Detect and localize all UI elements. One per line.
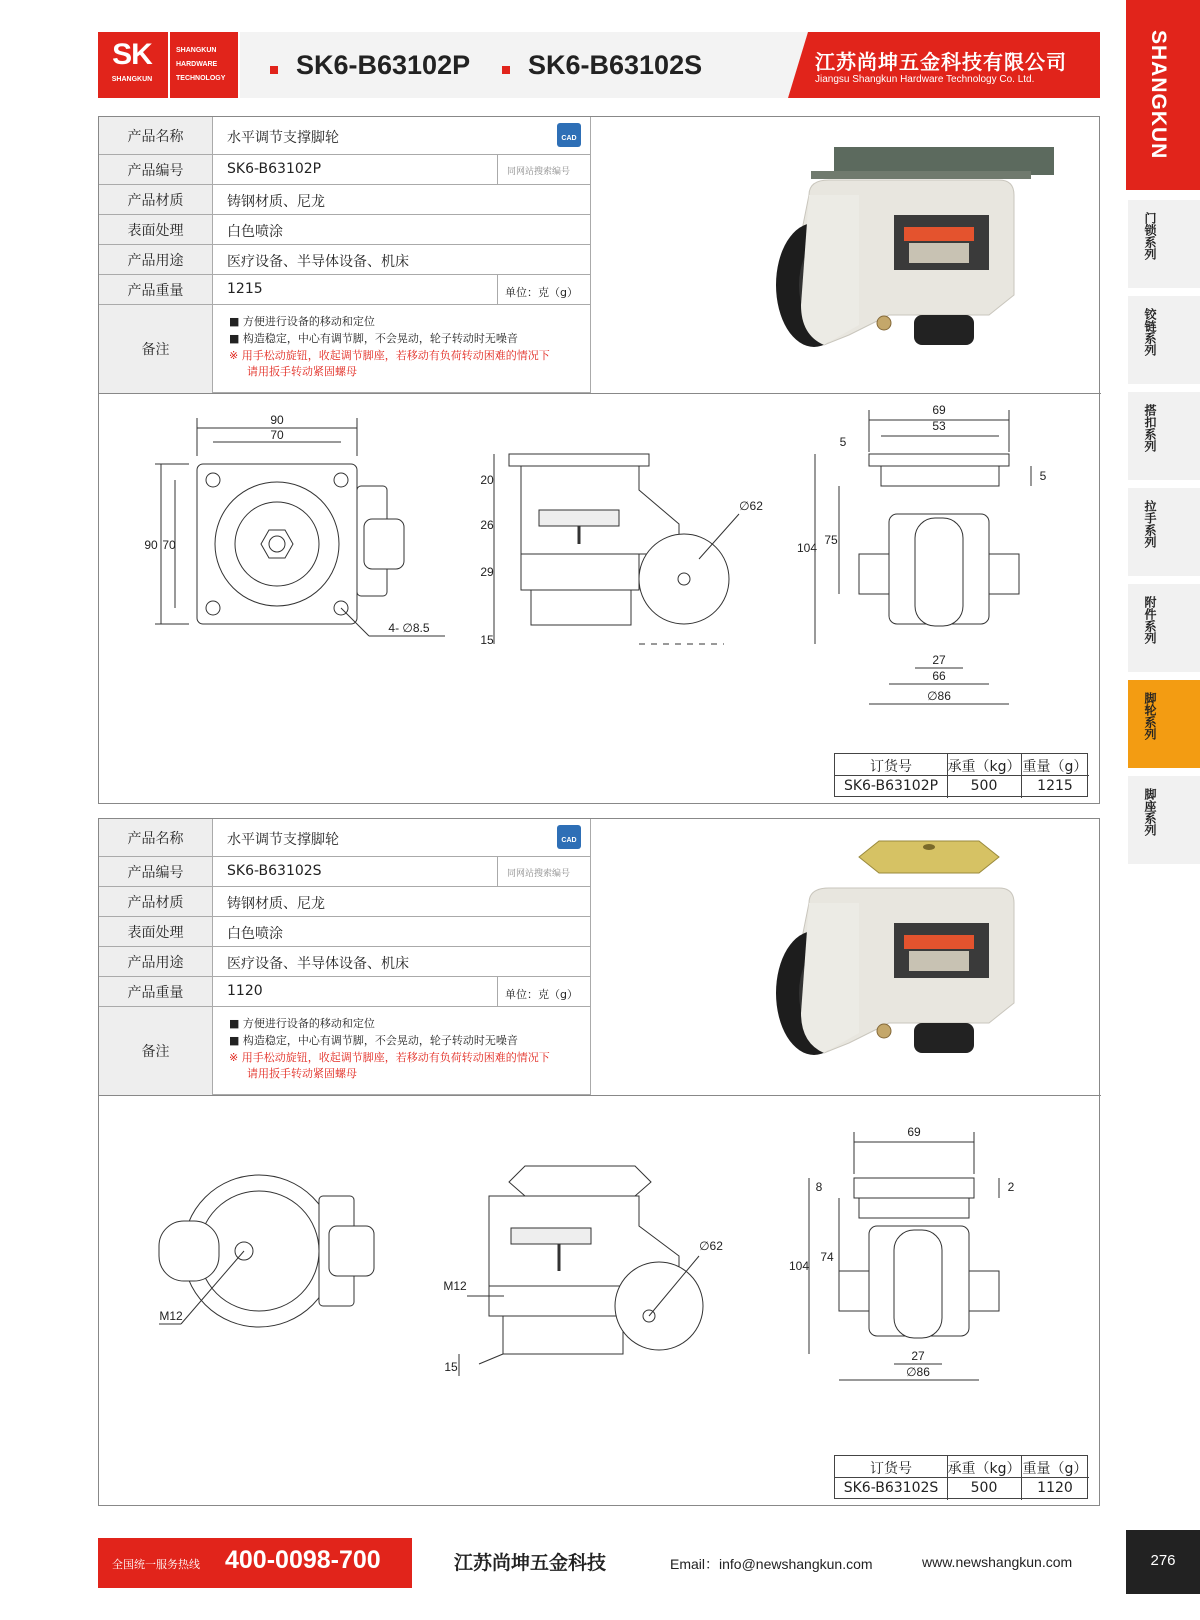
order-header: 承重（kg） bbox=[947, 759, 1021, 775]
spec-value: 医疗设备、半导体设备、机床 bbox=[227, 956, 409, 972]
spec-row-code bbox=[99, 857, 590, 887]
adjust-knob bbox=[904, 935, 974, 949]
dim-label: 70 bbox=[270, 428, 284, 442]
remark-text: ■ 构造稳定，中心有调节脚，不会晃动，轮子转动时无噪音 bbox=[229, 332, 518, 345]
warning-text: 请用扳手转动紧固螺母 bbox=[247, 1067, 357, 1080]
sidebar-tab-locks[interactable] bbox=[1128, 200, 1200, 288]
sidebar-tab-accessories[interactable] bbox=[1128, 584, 1200, 672]
spec-key: 产品用途 bbox=[99, 245, 213, 274]
dim-label: 27 bbox=[932, 653, 946, 667]
sidebar-tab-casters[interactable] bbox=[1128, 680, 1200, 768]
dim-label: 90 bbox=[144, 538, 158, 552]
logo-line: HARDWARE bbox=[176, 61, 218, 68]
order-cell: SK6-B63102P bbox=[843, 778, 939, 794]
order-header: 重量（g） bbox=[1022, 1461, 1088, 1477]
dim-label: 2 bbox=[1007, 1180, 1015, 1194]
bullet-icon bbox=[502, 66, 510, 74]
spec-note: 同网站搜索编号 bbox=[507, 869, 571, 879]
logo-divider bbox=[168, 32, 170, 98]
dim-label: 104 bbox=[796, 541, 818, 555]
logo-line: TECHNOLOGY bbox=[176, 75, 226, 82]
sidebar-tab-label: 铰链系列 bbox=[1143, 308, 1157, 356]
remark-text: ■ 方便进行设备的移动和定位 bbox=[229, 315, 375, 328]
spec-key: 产品名称 bbox=[99, 819, 213, 856]
divider bbox=[497, 275, 498, 304]
order-cell: SK6-B63102S bbox=[843, 1480, 939, 1496]
spec-key: 备注 bbox=[99, 305, 213, 393]
spec-key: 产品材质 bbox=[99, 185, 213, 214]
footer-email[interactable]: Email：info@newshangkun.com bbox=[670, 1556, 873, 1572]
spec-key: 产品重量 bbox=[99, 275, 213, 304]
remark-text: ■ 构造稳定，中心有调节脚，不会晃动，轮子转动时无噪音 bbox=[229, 1034, 518, 1047]
sidebar-tab-label: 脚座系列 bbox=[1143, 788, 1157, 836]
spec-key: 产品材质 bbox=[99, 887, 213, 916]
order-header: 重量（g） bbox=[1022, 759, 1088, 775]
order-header: 订货号 bbox=[870, 1461, 912, 1477]
dim-label: 5 bbox=[1039, 469, 1047, 483]
cad-icon[interactable]: CAD bbox=[557, 825, 581, 849]
spec-row-use bbox=[99, 245, 590, 275]
order-header: 订货号 bbox=[870, 759, 912, 775]
dim-label: 26 bbox=[480, 518, 494, 532]
dim-label: 74 bbox=[820, 1250, 834, 1264]
spec-row-name bbox=[99, 117, 590, 155]
warning-text: 请用扳手转动紧固螺母 bbox=[247, 365, 357, 378]
order-header: 承重（kg） bbox=[947, 1461, 1021, 1477]
product-photo bbox=[699, 135, 1059, 385]
spec-key: 备注 bbox=[99, 1007, 213, 1095]
logo-line: SHANGKUN bbox=[176, 47, 217, 54]
spec-key: 产品重量 bbox=[99, 977, 213, 1006]
spec-row-surface bbox=[99, 917, 590, 947]
dim-label: 90 bbox=[270, 413, 284, 427]
sidebar-tab-label: 搭扣系列 bbox=[1143, 404, 1157, 452]
spec-value: 白色喷涂 bbox=[227, 224, 283, 240]
company-name-cn: 江苏尚坤五金科技有限公司 bbox=[815, 50, 1067, 74]
spec-value: 1120 bbox=[227, 983, 263, 999]
foot-pad bbox=[914, 315, 974, 345]
dim-label: M12 bbox=[159, 1309, 183, 1323]
dim-label: 53 bbox=[932, 419, 946, 433]
sidebar-tab-handles[interactable] bbox=[1128, 488, 1200, 576]
logo-subtext: SHANGKUN bbox=[111, 76, 153, 83]
spec-table bbox=[99, 117, 591, 393]
model-title-1: SK6-B63102P bbox=[296, 50, 471, 80]
dim-label: ∅86 bbox=[927, 689, 951, 703]
cad-icon[interactable]: CAD bbox=[557, 123, 581, 147]
brand-logo bbox=[98, 32, 238, 98]
order-table bbox=[834, 753, 1088, 797]
spec-key: 产品用途 bbox=[99, 947, 213, 976]
dim-label: ∅62 bbox=[699, 1239, 723, 1253]
dim-label: 15 bbox=[480, 633, 494, 647]
spec-key: 产品编号 bbox=[99, 155, 213, 184]
spec-row-weight bbox=[99, 977, 590, 1007]
dim-label: 69 bbox=[932, 403, 946, 417]
spec-key: 产品编号 bbox=[99, 857, 213, 886]
dim-label: 70 bbox=[162, 538, 176, 552]
spec-row-code bbox=[99, 155, 590, 185]
product-panel-1 bbox=[98, 116, 1100, 804]
hotline-label: 全国统一服务热线 bbox=[112, 1558, 200, 1571]
sidebar-tab-label: 脚轮系列 bbox=[1143, 692, 1157, 740]
technical-drawing bbox=[99, 1096, 1099, 1506]
foot-pad bbox=[914, 1023, 974, 1053]
dim-label: 15 bbox=[444, 1360, 458, 1374]
adjust-knob bbox=[904, 227, 974, 241]
spec-row-name bbox=[99, 819, 590, 857]
product-panel-2 bbox=[98, 818, 1100, 1506]
dim-label: 104 bbox=[788, 1259, 810, 1273]
dim-label: 5 bbox=[839, 435, 847, 449]
warning-text: ※ 用手松动旋钮，收起调节脚座，若移动有负荷转动困难的情况下 bbox=[229, 349, 550, 362]
spec-row-surface bbox=[99, 215, 590, 245]
bullet-icon bbox=[270, 66, 278, 74]
logo-tagline bbox=[176, 44, 236, 86]
sidebar-tab-label: 门锁系列 bbox=[1143, 212, 1157, 260]
spec-value: SK6-B63102P bbox=[227, 161, 322, 177]
remark-text: ■ 方便进行设备的移动和定位 bbox=[229, 1017, 375, 1030]
dim-label: ∅86 bbox=[906, 1365, 930, 1379]
sidebar-tab-label: 附件系列 bbox=[1143, 596, 1157, 644]
sidebar-brand-text: SHANGKUN bbox=[1147, 30, 1170, 160]
order-cell: 500 bbox=[970, 1480, 998, 1496]
order-cell: 500 bbox=[970, 778, 998, 794]
hotline-number[interactable]: 400-0098-700 bbox=[225, 1546, 381, 1574]
mount-plate bbox=[834, 147, 1054, 175]
spec-value: SK6-B63102S bbox=[227, 863, 322, 879]
sidebar-tab-feet[interactable] bbox=[1128, 776, 1200, 864]
dim-label: 66 bbox=[932, 669, 946, 683]
technical-drawing bbox=[99, 394, 1099, 804]
dim-label: 4- ∅8.5 bbox=[388, 621, 430, 635]
dim-label: 8 bbox=[815, 1180, 823, 1194]
dim-label: 29 bbox=[480, 565, 494, 579]
weight-unit: 单位：克（g） bbox=[505, 988, 578, 1001]
spec-row-use bbox=[99, 947, 590, 977]
divider bbox=[497, 857, 498, 886]
divider bbox=[497, 155, 498, 184]
spec-row-remark bbox=[99, 305, 590, 393]
spec-value: 水平调节支撑脚轮 bbox=[227, 832, 339, 848]
dim-label: 27 bbox=[911, 1349, 925, 1363]
order-cell: 1120 bbox=[1037, 1480, 1073, 1496]
dim-label: ∅62 bbox=[739, 499, 763, 513]
logo-letters: SK bbox=[112, 38, 152, 71]
product-photo bbox=[699, 833, 1059, 1083]
spec-row-material bbox=[99, 185, 590, 215]
sidebar-tab-hinges[interactable] bbox=[1128, 296, 1200, 384]
spec-key: 产品名称 bbox=[99, 117, 213, 154]
order-table bbox=[834, 1455, 1088, 1499]
footer-website[interactable]: www.newshangkun.com bbox=[922, 1554, 1073, 1570]
spec-value: 铸钢材质、尼龙 bbox=[227, 896, 325, 912]
divider bbox=[497, 977, 498, 1006]
spec-row-remark bbox=[99, 1007, 590, 1095]
dim-label: 20 bbox=[480, 473, 494, 487]
model-title-2: SK6-B63102S bbox=[528, 50, 703, 80]
spec-row-material bbox=[99, 887, 590, 917]
sidebar-tab-latches[interactable] bbox=[1128, 392, 1200, 480]
spec-table bbox=[99, 819, 591, 1095]
warning-text: ※ 用手松动旋钮，收起调节脚座，若移动有负荷转动困难的情况下 bbox=[229, 1051, 550, 1064]
footer-company: 江苏尚坤五金科技 bbox=[454, 1552, 607, 1574]
spec-value: 1215 bbox=[227, 281, 263, 297]
dim-label: 75 bbox=[824, 533, 838, 547]
page-number: 276 bbox=[1150, 1552, 1176, 1569]
weight-unit: 单位：克（g） bbox=[505, 286, 578, 299]
spec-key: 表面处理 bbox=[99, 917, 213, 946]
spec-row-weight bbox=[99, 275, 590, 305]
spec-key: 表面处理 bbox=[99, 215, 213, 244]
spec-note: 同网站搜索编号 bbox=[507, 167, 571, 177]
company-name-en: Jiangsu Shangkun Hardware Technology Co. Ltd. bbox=[815, 74, 1035, 85]
dim-label: M12 bbox=[443, 1279, 467, 1293]
spec-value: 铸钢材质、尼龙 bbox=[227, 194, 325, 210]
order-cell: 1215 bbox=[1037, 778, 1073, 794]
spec-value: 水平调节支撑脚轮 bbox=[227, 130, 339, 146]
sidebar-tab-label: 拉手系列 bbox=[1143, 500, 1157, 548]
spec-value: 白色喷涂 bbox=[227, 926, 283, 942]
spec-value: 医疗设备、半导体设备、机床 bbox=[227, 254, 409, 270]
dim-label: 69 bbox=[907, 1125, 921, 1139]
